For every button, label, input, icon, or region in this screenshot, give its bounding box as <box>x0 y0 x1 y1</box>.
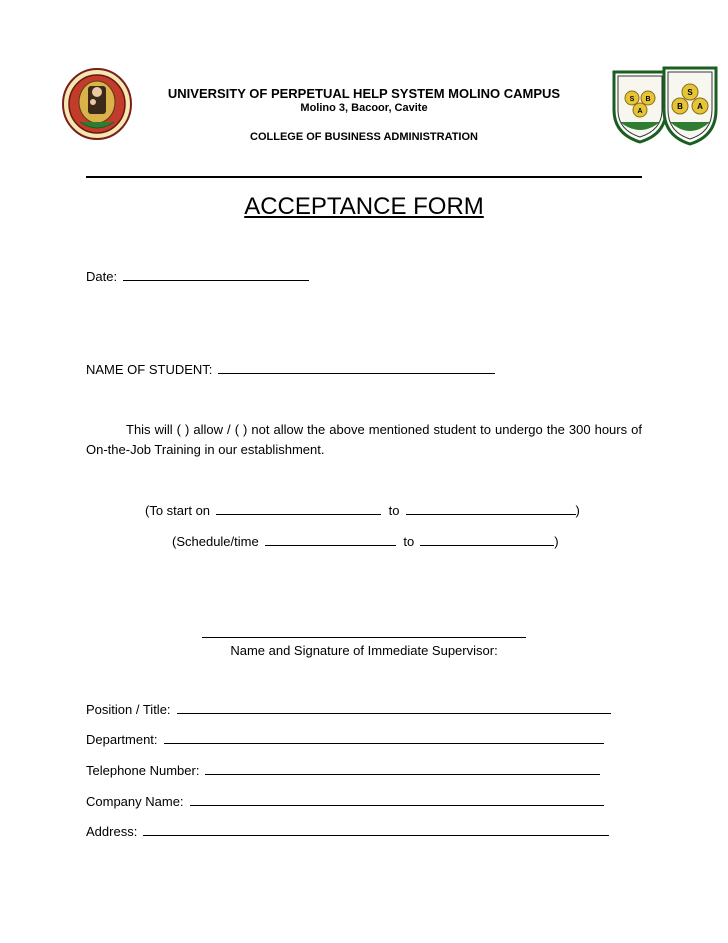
date-field[interactable] <box>123 268 309 281</box>
start-suffix: ) <box>575 503 580 518</box>
position-field[interactable] <box>177 701 611 714</box>
start-date-field[interactable] <box>216 502 381 515</box>
date-row <box>86 268 309 284</box>
schedule-row <box>172 533 559 549</box>
start-to: to <box>388 503 400 518</box>
department-label: Department: <box>86 732 158 747</box>
address-field[interactable] <box>143 823 609 836</box>
schedule-prefix: (Schedule/time <box>172 534 259 549</box>
allow-statement: This will ( ) allow / ( ) not allow the above mentioned student to undergo the 300 hours of On-the-Job Training in our establishment. <box>86 422 642 457</box>
company-field[interactable] <box>190 793 604 806</box>
start-row <box>145 502 580 518</box>
header-divider <box>86 176 642 178</box>
telephone-label: Telephone Number: <box>86 763 200 778</box>
supervisor-signature-line[interactable] <box>202 637 526 638</box>
start-prefix: (To start on <box>145 503 211 518</box>
svg-text:A: A <box>637 108 643 115</box>
student-name-field[interactable] <box>218 361 495 374</box>
business-seal-logo-2 <box>660 62 720 146</box>
student-label: NAME OF STUDENT: <box>86 362 213 377</box>
svg-text:S: S <box>629 96 635 103</box>
date-label: Date: <box>86 269 118 284</box>
university-name: UNIVERSITY OF PERPETUAL HELP SYSTEM MOLINO CAMPUS <box>167 86 561 101</box>
address-label: Address: <box>86 824 138 839</box>
company-label: Company Name: <box>86 794 184 809</box>
schedule-end-field[interactable] <box>420 533 554 546</box>
svg-text:S: S <box>687 88 693 97</box>
department-field[interactable] <box>164 731 604 744</box>
svg-text:A: A <box>697 102 703 111</box>
end-date-field[interactable] <box>406 502 576 515</box>
svg-text:B: B <box>645 96 651 103</box>
student-row <box>86 361 495 377</box>
department-row <box>86 731 604 747</box>
position-label: Position / Title: <box>86 702 171 717</box>
address-row <box>86 823 609 839</box>
schedule-start-field[interactable] <box>265 533 396 546</box>
telephone-field[interactable] <box>205 762 600 775</box>
college-name: COLLEGE OF BUSINESS ADMINISTRATION <box>250 131 478 143</box>
university-seal-logo <box>62 68 132 140</box>
position-row <box>86 701 611 717</box>
schedule-to: to <box>403 534 415 549</box>
form-title: ACCEPTANCE FORM <box>244 193 484 220</box>
signature-label: Name and Signature of Immediate Supervisor: <box>230 643 498 658</box>
company-row <box>86 793 604 809</box>
telephone-row <box>86 762 600 778</box>
campus-address: Molino 3, Bacoor, Cavite <box>300 102 428 114</box>
svg-text:B: B <box>677 102 683 111</box>
schedule-suffix: ) <box>554 534 559 549</box>
